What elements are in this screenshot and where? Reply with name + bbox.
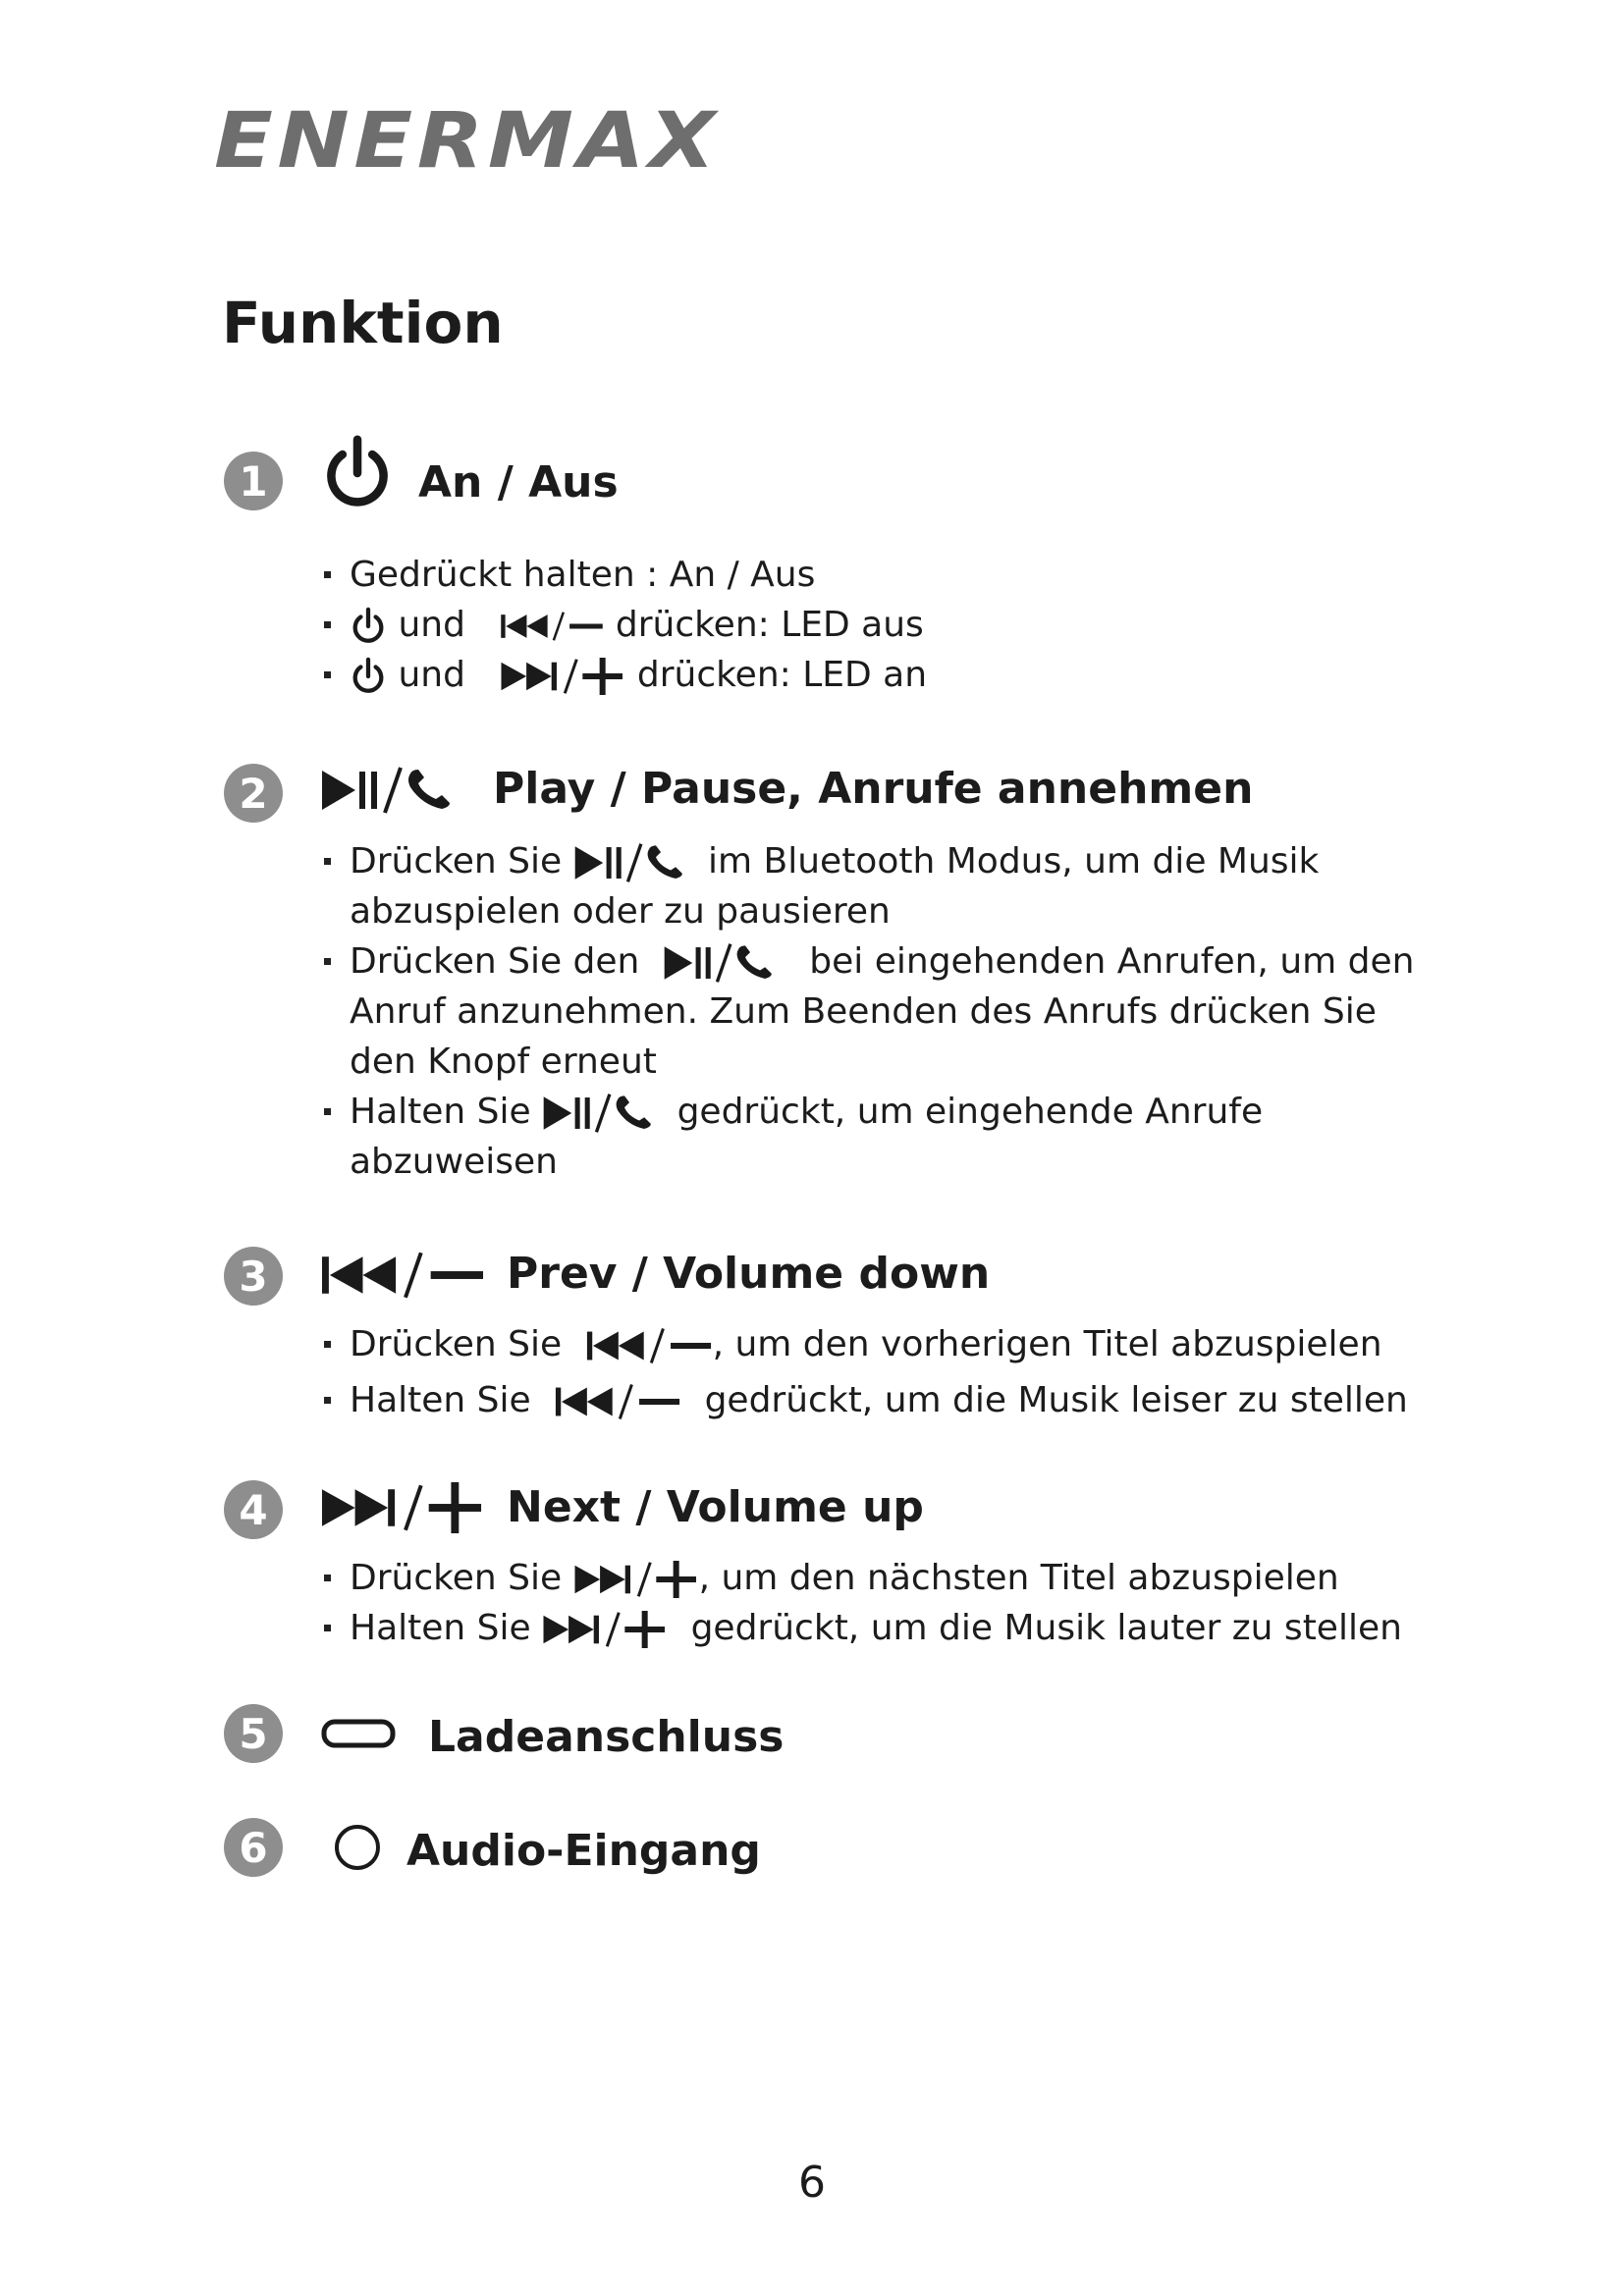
bullet-text: Drücken Sie <box>350 1558 563 1598</box>
prev-volume-down-icon <box>585 1327 713 1364</box>
bullet-text: und <box>398 655 465 695</box>
section-number-1: 1 <box>224 452 283 510</box>
next-volume-up-icon <box>573 1561 699 1598</box>
bullet-text: drücken: LED aus <box>615 605 924 645</box>
prev-volume-down-icon <box>554 1383 681 1420</box>
list-item <box>324 936 1424 1087</box>
list-item <box>324 600 1424 650</box>
bullet-text: Drücken Sie den <box>350 941 640 982</box>
page-title: Funktion <box>222 290 504 356</box>
play-pause-call-icon <box>320 766 467 815</box>
bullet-list <box>324 1553 1424 1653</box>
bullet-text: Halten Sie <box>350 1608 531 1648</box>
power-icon <box>320 428 395 518</box>
list-item <box>324 1375 1424 1425</box>
list-item <box>324 836 1424 936</box>
enermax-logo <box>214 98 725 187</box>
audio-jack-icon <box>332 1822 383 1873</box>
section-heading-next: Next / Volume up <box>507 1482 924 1532</box>
play-pause-call-icon <box>542 1093 666 1134</box>
play-pause-call-icon <box>663 942 786 984</box>
section-number-5: 5 <box>224 1704 283 1763</box>
section-heading-play-pause: Play / Pause, Anrufe annehmen <box>493 764 1254 814</box>
bullet-text: , um den nächsten Titel abzuspielen <box>698 1558 1339 1598</box>
bullet-text: gedrückt, um die Musik leiser zu stellen <box>704 1380 1408 1420</box>
list-item <box>324 1087 1424 1187</box>
bullet-text: Gedrückt halten : An / Aus <box>350 555 816 595</box>
power-icon <box>350 607 387 646</box>
section-number-2: 2 <box>224 764 283 823</box>
page-number: 6 <box>798 2158 826 2208</box>
list-item <box>324 550 1424 600</box>
bullet-text: im Bluetooth Modus, um die Musik <box>708 841 1320 881</box>
bullet-text: abzuweisen <box>350 1142 558 1182</box>
bullet-text: Halten Sie <box>350 1380 531 1420</box>
bullet-text: den Knopf erneut <box>350 1041 657 1082</box>
bullet-text: gedrückt, um eingehende Anrufe <box>677 1092 1264 1132</box>
next-volume-up-icon <box>320 1482 485 1533</box>
bullet-text: drücken: LED an <box>636 655 928 695</box>
section-number-6: 6 <box>224 1818 283 1877</box>
bullet-list <box>324 1319 1424 1425</box>
section-heading-prev: Prev / Volume down <box>507 1249 991 1299</box>
section-heading-charging: Ladeanschluss <box>428 1712 785 1762</box>
power-icon <box>350 657 387 696</box>
charging-port-icon <box>320 1716 397 1751</box>
svg-text:ENERMAX: ENERMAX <box>214 98 720 186</box>
list-item <box>324 1553 1424 1603</box>
play-pause-call-icon <box>573 842 697 883</box>
section-number-3: 3 <box>224 1247 283 1306</box>
next-volume-up-icon <box>500 658 625 695</box>
bullet-text: Halten Sie <box>350 1092 531 1132</box>
prev-volume-down-icon <box>320 1251 485 1300</box>
list-item <box>324 1319 1424 1369</box>
bullet-text: abzuspielen oder zu pausieren <box>350 891 891 932</box>
bullet-text: und <box>398 605 465 645</box>
bullet-text: Drücken Sie <box>350 841 563 881</box>
bullet-text: gedrückt, um die Musik lauter zu stellen <box>690 1608 1402 1648</box>
list-item <box>324 1603 1424 1653</box>
bullet-text: Drücken Sie <box>350 1324 563 1364</box>
section-number-4: 4 <box>224 1480 283 1539</box>
bullet-text: Anruf anzunehmen. Zum Beenden des Anrufs drücken Sie <box>350 991 1377 1032</box>
section-heading-audio: Audio-Eingang <box>406 1826 761 1876</box>
list-item <box>324 650 1424 700</box>
bullet-list <box>324 550 1424 700</box>
prev-volume-down-icon <box>500 611 604 642</box>
bullet-text: bei eingehenden Anrufen, um den <box>809 941 1415 982</box>
next-volume-up-icon <box>542 1611 668 1648</box>
section-heading-on-off: An / Aus <box>418 457 619 507</box>
bullet-text: , um den vorherigen Titel abzuspielen <box>712 1324 1382 1364</box>
bullet-list <box>324 836 1424 1187</box>
